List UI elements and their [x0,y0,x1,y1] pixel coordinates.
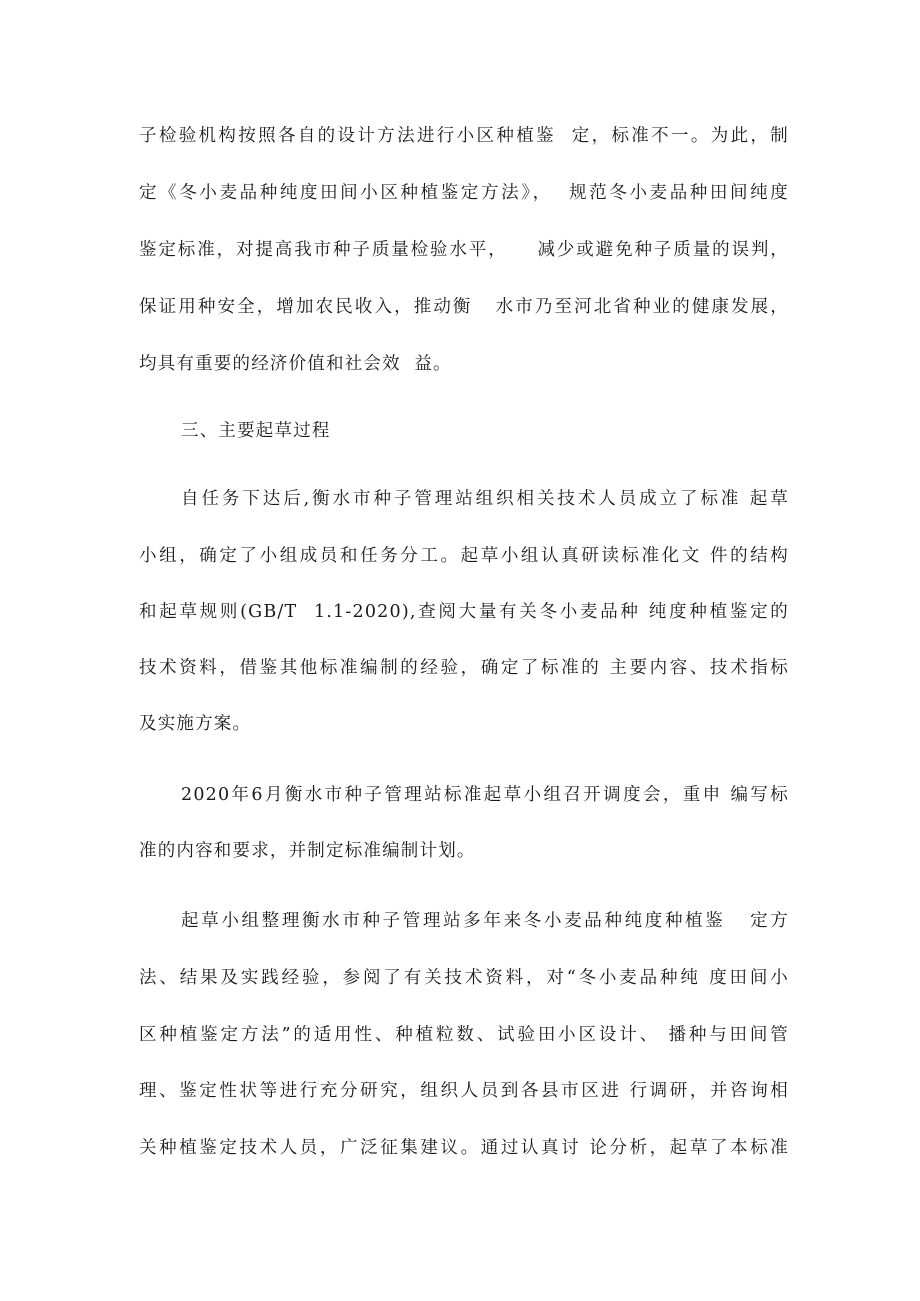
paragraph-2-line-1: 自任务下达后,衡水市种子管理站组织相关技术人员成立了标准 起草 [181,489,789,509]
paragraph-1-line-3: 鉴定标准，对提高我市种子质量检验水平， 减少或避免种子质量的误判， [139,240,789,260]
paragraph-4-line-1: 起草小组整理衡水市种子管理站多年来冬小麦品种纯度种植鉴 定方 [181,911,789,931]
paragraph-2-line-3: 和起草规则(GB/T 1.1-2020),查阅大量有关冬小麦品种 纯度种植鉴定的 [139,602,789,622]
paragraph-2-line-5: 及实施方案。 [139,714,252,734]
paragraph-3-line-2: 准的内容和要求，并制定标准编制计划。 [139,841,476,861]
paragraph-4-line-4: 理、鉴定性状等进行充分研究，组织人员到各县市区进 行调研，并咨询相 [139,1081,789,1101]
paragraph-1-line-5: 均具有重要的经济价值和社会效 益。 [139,354,452,374]
paragraph-4-line-5: 关种植鉴定技术人员，广泛征集建议。通过认真讨 论分析，起草了本标准 [139,1138,789,1158]
paragraph-4-line-3: 区种植鉴定方法”的适用性、种植粒数、试验田小区设计、 播种与田间管 [139,1025,789,1045]
paragraph-4-line-2: 法、结果及实践经验，参阅了有关技术资料，对“冬小麦品种纯 度田间小 [139,968,789,988]
paragraph-3-line-1: 2020年6月衡水市种子管理站标准起草小组召开调度会，重申 编写标 [181,785,789,805]
paragraph-1-line-1: 子检验机构按照各自的设计方法进行小区种植鉴 定，标准不一。为此，制 [139,126,789,146]
paragraph-2-line-4: 技术资料，借鉴其他标准编制的经验，确定了标准的 主要内容、技术指标 [139,658,789,678]
paragraph-1-line-4: 保证用种安全，增加农民收入，推动衡 水市乃至河北省种业的健康发展， [139,297,789,317]
section-heading: 三、主要起草过程 [181,421,331,441]
paragraph-2-line-2: 小组，确定了小组成员和任务分工。起草小组认真研读标准化文 件的结构 [139,546,789,566]
paragraph-1-line-2: 定《冬小麦品种纯度田间小区种植鉴定方法》， 规范冬小麦品种田间纯度 [139,183,789,203]
